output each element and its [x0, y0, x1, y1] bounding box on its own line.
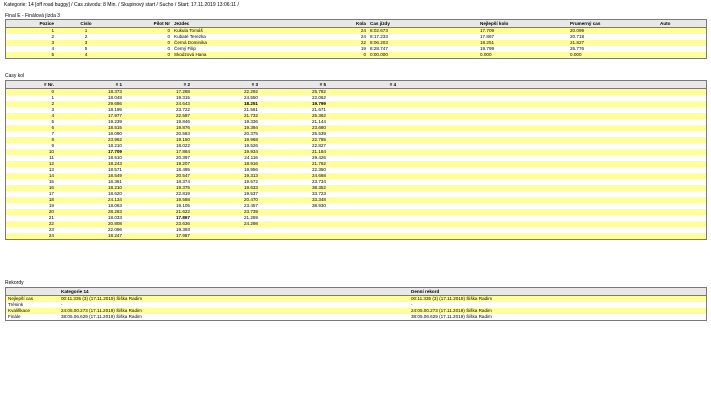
- lap-cell-nr: 15: [6, 179, 56, 185]
- lap-cell-v3: [192, 233, 260, 239]
- lap-cell-v3: 24.116: [192, 155, 260, 161]
- results-cell-jezdec: Kubaté Terezka: [172, 34, 332, 40]
- results-cell-cas: 8:06.203: [368, 40, 478, 46]
- lap-cell-v2: 20.583: [124, 131, 192, 137]
- lap-cell-v5: 19.799: [260, 101, 328, 107]
- lap-cell-v2: 22.587: [124, 113, 192, 119]
- lap-cell-v2: 19.588: [124, 197, 192, 203]
- lap-cell-v1: 18.620: [56, 191, 124, 197]
- lap-cell-nr: 10: [6, 149, 56, 155]
- lap-cell-v2: 19.846: [124, 119, 192, 125]
- lap-cell-v5: 22.827: [260, 143, 328, 149]
- col-jezdec[interactable]: Jezdec: [172, 20, 332, 28]
- col-record-type: [6, 288, 59, 296]
- lap-cell-v5: 25.362: [260, 113, 328, 119]
- lap-cell-nr: 17: [6, 191, 56, 197]
- results-cell-pilot: 0: [116, 52, 172, 58]
- record-kategorie: 00:11.335 (3) (17.11.2019) Šiška Radim: [59, 296, 259, 303]
- lap-cell-v3: 18.916: [192, 161, 260, 167]
- lap-cell-nr: 14: [6, 173, 56, 179]
- lap-cell-v2: 17.987: [124, 233, 192, 239]
- lap-cell-v1: 18.210: [56, 143, 124, 149]
- lap-cell-v3: 19.537: [192, 191, 260, 197]
- col-filler: [398, 81, 706, 89]
- lap-cell-v2: 17.864: [124, 149, 192, 155]
- col-pilot[interactable]: Pilot Nr: [116, 20, 172, 28]
- lap-cell-v3: 24.550: [192, 95, 260, 101]
- results-cell-pilot: 0: [116, 34, 172, 40]
- results-cell-jezdec: Černý Filip: [172, 46, 332, 52]
- lap-cell-nr: 13: [6, 167, 56, 173]
- lap-cell-nr: 22: [6, 221, 56, 227]
- lap-cell-v3: 21.259: [192, 215, 260, 221]
- results-cell-pozice: 1: [6, 28, 56, 35]
- record-denni: 38:05.06.629 (17.11.2019) Šiška Radim: [409, 314, 706, 320]
- records-heading: Rekordy: [5, 280, 24, 286]
- lap-cell-v3: 18.251: [192, 101, 260, 107]
- results-cell-pilot: 0: [116, 40, 172, 46]
- col-cas[interactable]: Cas jízdy: [368, 20, 478, 28]
- col-prumer[interactable]: Prumerný cas: [568, 20, 658, 28]
- results-cell-jezdec: Černá Dominika: [172, 40, 332, 46]
- lap-cell-v5: 23.734: [260, 179, 328, 185]
- lap-cell-v1: 18.510: [56, 155, 124, 161]
- lap-cell-v1: 18.063: [56, 203, 124, 209]
- laps-heading: Casy kol: [5, 73, 25, 79]
- lap-cell-filler: [398, 233, 706, 239]
- results-cell-pozice: 3: [6, 40, 56, 46]
- lap-cell-v1: 18.195: [56, 107, 124, 113]
- lap-cell-v1: 18.247: [56, 233, 124, 239]
- lap-cell-v3: 19.394: [192, 125, 260, 131]
- lap-cell-v2: 23.722: [124, 107, 192, 113]
- record-row[interactable]: [6, 314, 706, 320]
- results-cell-pozice: 5: [6, 52, 56, 58]
- lap-cell-v5: 21.762: [260, 161, 328, 167]
- results-header-row: [6, 20, 706, 28]
- results-cell-nejlepsi: 17.709: [478, 28, 568, 35]
- lap-cell-v2: 20.547: [124, 173, 192, 179]
- lap-cell-v1: 18.515: [56, 125, 124, 131]
- record-denni: 00:11.335 (3) (17.11.2019) Šiška Radim: [409, 296, 706, 303]
- results-cell-cislo: 5: [56, 46, 116, 52]
- results-cell-kola: 0: [332, 52, 368, 58]
- lap-cell-v1: 18.090: [56, 131, 124, 137]
- record-label: Kvalifikace: [6, 308, 59, 314]
- lap-cell-v1: 20.808: [56, 221, 124, 227]
- results-cell-prumer: 26.776: [568, 46, 658, 52]
- lap-cell-v3: 22.292: [192, 89, 260, 96]
- results-table: [6, 20, 706, 58]
- lap-cell-v1: 29.686: [56, 101, 124, 107]
- lap-cell-nr: 4: [6, 113, 56, 119]
- lap-cell-v1: 18.361: [56, 179, 124, 185]
- results-cell-pilot: 0: [116, 28, 172, 35]
- lap-cell-v2: 22.819: [124, 191, 192, 197]
- lap-cell-v3: 23.457: [192, 203, 260, 209]
- results-cell-kola: 22: [332, 40, 368, 46]
- record-spacer: [259, 314, 409, 320]
- results-cell-prumer: 21.827: [568, 40, 658, 46]
- results-cell-nejlepsi: 17.867: [478, 34, 568, 40]
- records-header-row: [6, 288, 706, 296]
- lap-cell-v3: 21.561: [192, 107, 260, 113]
- col-kategorie[interactable]: Kategorie 14: [59, 288, 259, 296]
- lap-cell-v1: 18.210: [56, 185, 124, 191]
- records-table-box: [5, 287, 707, 321]
- record-label: Finále: [6, 314, 59, 320]
- lap-row[interactable]: [6, 233, 706, 239]
- lap-cell-v5: 21.144: [260, 119, 328, 125]
- lap-cell-v5: 21.671: [260, 107, 328, 113]
- lap-cell-v1: 18.549: [56, 173, 124, 179]
- results-cell-cas: 8:02.673: [368, 28, 478, 35]
- lap-cell-v5: 38.352: [260, 185, 328, 191]
- lap-cell-nr: 19: [6, 203, 56, 209]
- results-cell-cislo: 3: [56, 40, 116, 46]
- lap-cell-v2: 24.643: [124, 101, 192, 107]
- record-label: Nejlepší cas: [6, 296, 59, 303]
- col-driver-2[interactable]: # 2: [124, 81, 192, 89]
- lap-cell-v3: 19.313: [192, 173, 260, 179]
- lap-cell-v1: 24.134: [56, 197, 124, 203]
- results-cell-pilot: 0: [116, 46, 172, 52]
- lap-cell-nr: 7: [6, 131, 56, 137]
- lap-cell-v1: 17.977: [56, 113, 124, 119]
- lap-cell-v5: 25.539: [260, 131, 328, 137]
- lap-cell-v5: 23.680: [260, 125, 328, 131]
- lap-cell-v1: 23.962: [56, 137, 124, 143]
- lap-cell-v2: 18.495: [124, 167, 192, 173]
- lap-cell-v2: 19.876: [124, 125, 192, 131]
- lap-cell-v5: 21.184: [260, 149, 328, 155]
- lap-cell-v1: 18.033: [56, 215, 124, 221]
- results-cell-pozice: 2: [6, 34, 56, 40]
- final-heading: Final E - Finálová jízda 3: [5, 13, 61, 19]
- record-denni: 24:05.00.273 (17.11.2019) Šiška Radim: [409, 308, 706, 314]
- lap-cell-v2: 23.636: [124, 221, 192, 227]
- col-driver-3[interactable]: # 3: [192, 81, 260, 89]
- lap-cell-v2: 17.867: [124, 215, 192, 221]
- results-cell-kola: 24: [332, 28, 368, 35]
- lap-cell-nr: 8: [6, 137, 56, 143]
- lap-cell-nr: 5: [6, 119, 56, 125]
- results-cell-cas: 8:28.747: [368, 46, 478, 52]
- col-auto[interactable]: Auto: [658, 20, 706, 28]
- lap-cell-v2: 19.375: [124, 185, 192, 191]
- lap-cell-v3: 19.336: [192, 119, 260, 125]
- col-nejlepsi[interactable]: Nejlepší kolo: [478, 20, 568, 28]
- col-pozice[interactable]: Pozice: [6, 20, 56, 28]
- results-table-box: [5, 19, 707, 59]
- lap-cell-nr: 23: [6, 227, 56, 233]
- lap-cell-v3: 20.375: [192, 131, 260, 137]
- lap-cell-v5: 22.062: [260, 95, 328, 101]
- lap-cell-v5: 22.350: [260, 167, 328, 173]
- lap-cell-v1: 28.263: [56, 209, 124, 215]
- col-cislo[interactable]: Císlo: [56, 20, 116, 28]
- race-header: Kategorie: 14 [off road buggy] / Cas závodu: 8 Min. / Skupinový start / Sucho / Start: 17.11.2019 13:06:11 /: [4, 2, 239, 8]
- lap-cell-v2: 18.022: [124, 143, 192, 149]
- col-denni[interactable]: Denní rekord: [409, 288, 706, 296]
- lap-cell-nr: 16: [6, 185, 56, 191]
- results-cell-kola: 24: [332, 34, 368, 40]
- results-cell-pozice: 4: [6, 46, 56, 52]
- lap-cell-v1: 18.243: [56, 161, 124, 167]
- results-cell-jezdec: Kukula Tomáš: [172, 28, 332, 35]
- results-cell-cislo: 1: [56, 28, 116, 35]
- col-driver-5[interactable]: # 5: [260, 81, 328, 89]
- lap-cell-v5: 22.785: [260, 137, 328, 143]
- lap-cell-nr: 1: [6, 95, 56, 101]
- lap-cell-v5: [260, 233, 328, 239]
- results-row[interactable]: [6, 52, 706, 58]
- lap-cell-v2: 18.374: [124, 179, 192, 185]
- lap-cell-v3: 24.298: [192, 221, 260, 227]
- results-cell-prumer: 0.000: [568, 52, 658, 58]
- record-kategorie: 38:05.06.629 (17.11.2019) Šiška Radim: [59, 314, 259, 320]
- col-lap-nr[interactable]: # Nr.: [6, 81, 56, 89]
- col-driver-1[interactable]: # 1: [56, 81, 124, 89]
- results-cell-prumer: 20.099: [568, 28, 658, 35]
- lap-cell-v2: 19.393: [124, 227, 192, 233]
- lap-cell-v5: 33.723: [260, 191, 328, 197]
- col-kola[interactable]: Kola: [332, 20, 368, 28]
- lap-cell-v5: 25.782: [260, 89, 328, 96]
- lap-cell-v2: 19.207: [124, 161, 192, 167]
- lap-cell-nr: 24: [6, 233, 56, 239]
- lap-cell-v1: 19.239: [56, 119, 124, 125]
- lap-cell-v2: 21.622: [124, 209, 192, 215]
- results-cell-nejlepsi: 19.799: [478, 46, 568, 52]
- lap-cell-v3: 19.526: [192, 143, 260, 149]
- record-kategorie: 24:05.00.273 (17.11.2019) Šiška Radim: [59, 308, 259, 314]
- lap-cell-nr: 11: [6, 155, 56, 161]
- laps-header-row: [6, 81, 706, 89]
- lap-cell-v5: 29.426: [260, 155, 328, 161]
- laps-table-box: [5, 80, 707, 240]
- laps-table: [6, 81, 706, 239]
- lap-cell-nr: 20: [6, 209, 56, 215]
- lap-cell-nr: 3: [6, 107, 56, 113]
- results-cell-cislo: 2: [56, 34, 116, 40]
- lap-cell-nr: 21: [6, 215, 56, 221]
- lap-cell-v3: 19.956: [192, 167, 260, 173]
- lap-cell-v5: 24.668: [260, 173, 328, 179]
- lap-cell-v5: 38.930: [260, 203, 328, 209]
- lap-cell-v4: [328, 233, 398, 239]
- col-spacer: [259, 288, 409, 296]
- lap-cell-v3: 21.732: [192, 113, 260, 119]
- records-table: [6, 288, 706, 320]
- results-cell-cas: 0:00.000: [368, 52, 478, 58]
- record-label: Trénink: [6, 302, 59, 308]
- lap-cell-v3: 19.633: [192, 185, 260, 191]
- results-cell-prumer: 20.718: [568, 34, 658, 40]
- results-cell-cas: 8:17.233: [368, 34, 478, 40]
- results-cell-jezdec: Skodzová Hana: [172, 52, 332, 58]
- lap-cell-nr: 6: [6, 125, 56, 131]
- lap-cell-v1: 18.048: [56, 95, 124, 101]
- lap-cell-v3: 23.739: [192, 209, 260, 215]
- lap-cell-v3: 20.470: [192, 197, 260, 203]
- record-denni: -: [409, 302, 706, 308]
- lap-cell-v1: 18.373: [56, 89, 124, 96]
- lap-cell-v1: 18.571: [56, 167, 124, 173]
- lap-cell-v2: 17.288: [124, 89, 192, 96]
- col-driver-4[interactable]: # 4: [328, 81, 398, 89]
- results-cell-nejlepsi: 0.000: [478, 52, 568, 58]
- lap-cell-nr: 9: [6, 143, 56, 149]
- lap-cell-v1: 17.709: [56, 149, 124, 155]
- lap-cell-v3: 19.934: [192, 149, 260, 155]
- lap-cell-v3: 19.572: [192, 179, 260, 185]
- lap-cell-v2: 19.315: [124, 95, 192, 101]
- lap-cell-nr: 2: [6, 101, 56, 107]
- lap-cell-v5: 33.348: [260, 197, 328, 203]
- lap-cell-v1: 22.096: [56, 227, 124, 233]
- record-kategorie: -: [59, 302, 259, 308]
- results-cell-auto: [658, 52, 706, 58]
- lap-cell-v3: 19.968: [192, 137, 260, 143]
- results-cell-cislo: 4: [56, 52, 116, 58]
- lap-cell-nr: 18: [6, 197, 56, 203]
- lap-cell-v2: 20.397: [124, 155, 192, 161]
- results-cell-kola: 19: [332, 46, 368, 52]
- lap-cell-v2: 19.105: [124, 203, 192, 209]
- lap-cell-v2: 19.150: [124, 137, 192, 143]
- results-cell-nejlepsi: 18.251: [478, 40, 568, 46]
- lap-cell-nr: 0: [6, 89, 56, 96]
- lap-cell-nr: 12: [6, 161, 56, 167]
